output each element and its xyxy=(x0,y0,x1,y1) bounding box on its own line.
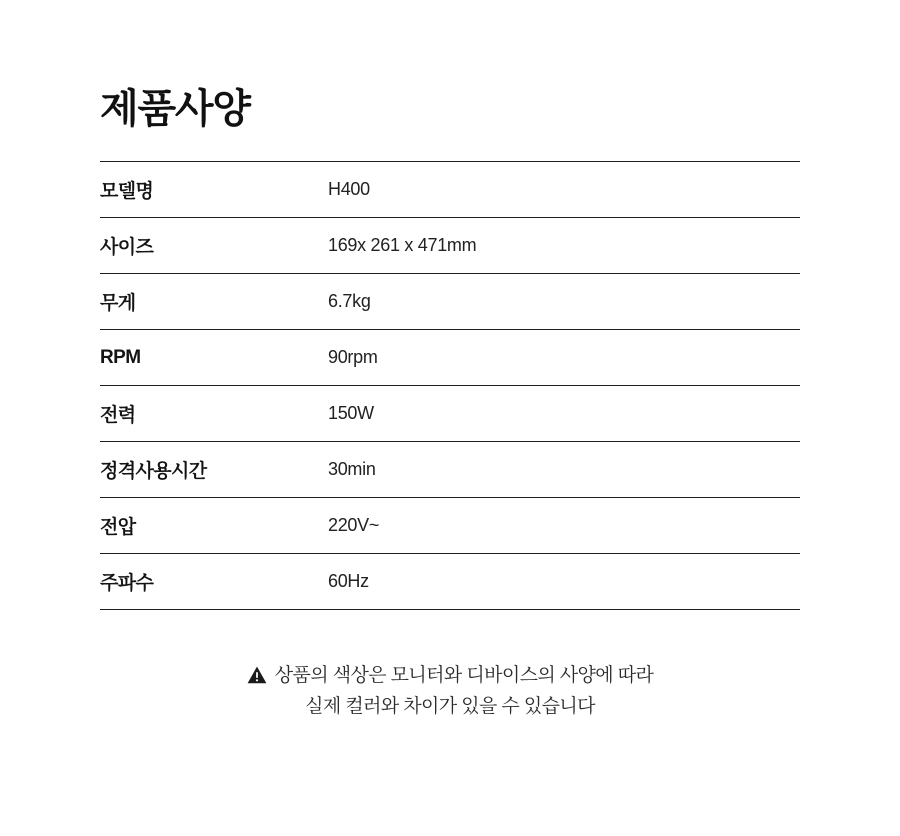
color-disclaimer xyxy=(0,660,900,723)
notice-text-1: 상품의 색상은 모니터와 디바이스의 사양에 따라 xyxy=(274,665,654,686)
spec-table-body xyxy=(100,162,800,610)
notice-line-1 xyxy=(0,660,900,691)
table-row xyxy=(100,330,800,386)
spec-value: 90rpm xyxy=(328,330,800,386)
table-row xyxy=(100,162,800,218)
spec-label: 사이즈 xyxy=(100,218,328,274)
spec-table xyxy=(100,161,800,610)
spec-label: 전력 xyxy=(100,386,328,442)
spec-value: 220V~ xyxy=(328,498,800,554)
spec-label: RPM xyxy=(100,330,328,386)
spec-value: H400 xyxy=(328,162,800,218)
table-row xyxy=(100,386,800,442)
spec-label: 정격사용시간 xyxy=(100,442,328,498)
table-row xyxy=(100,274,800,330)
spec-label: 주파수 xyxy=(100,554,328,610)
table-row xyxy=(100,218,800,274)
spec-value: 169x 261 x 471mm xyxy=(328,218,800,274)
spec-value: 6.7kg xyxy=(328,274,800,330)
notice-text-2: 실제 컬러와 차이가 있을 수 있습니다 xyxy=(305,696,595,718)
spec-value: 150W xyxy=(328,386,800,442)
spec-value: 30min xyxy=(328,442,800,498)
warning-icon xyxy=(247,666,267,684)
spec-section xyxy=(100,85,800,610)
table-row xyxy=(100,554,800,610)
spec-value: 60Hz xyxy=(328,554,800,610)
table-row xyxy=(100,442,800,498)
spec-label: 무게 xyxy=(100,274,328,330)
spec-label: 모델명 xyxy=(100,162,328,218)
spec-label: 전압 xyxy=(100,498,328,554)
page-title: 제품사양 xyxy=(100,86,250,132)
table-row xyxy=(100,498,800,554)
